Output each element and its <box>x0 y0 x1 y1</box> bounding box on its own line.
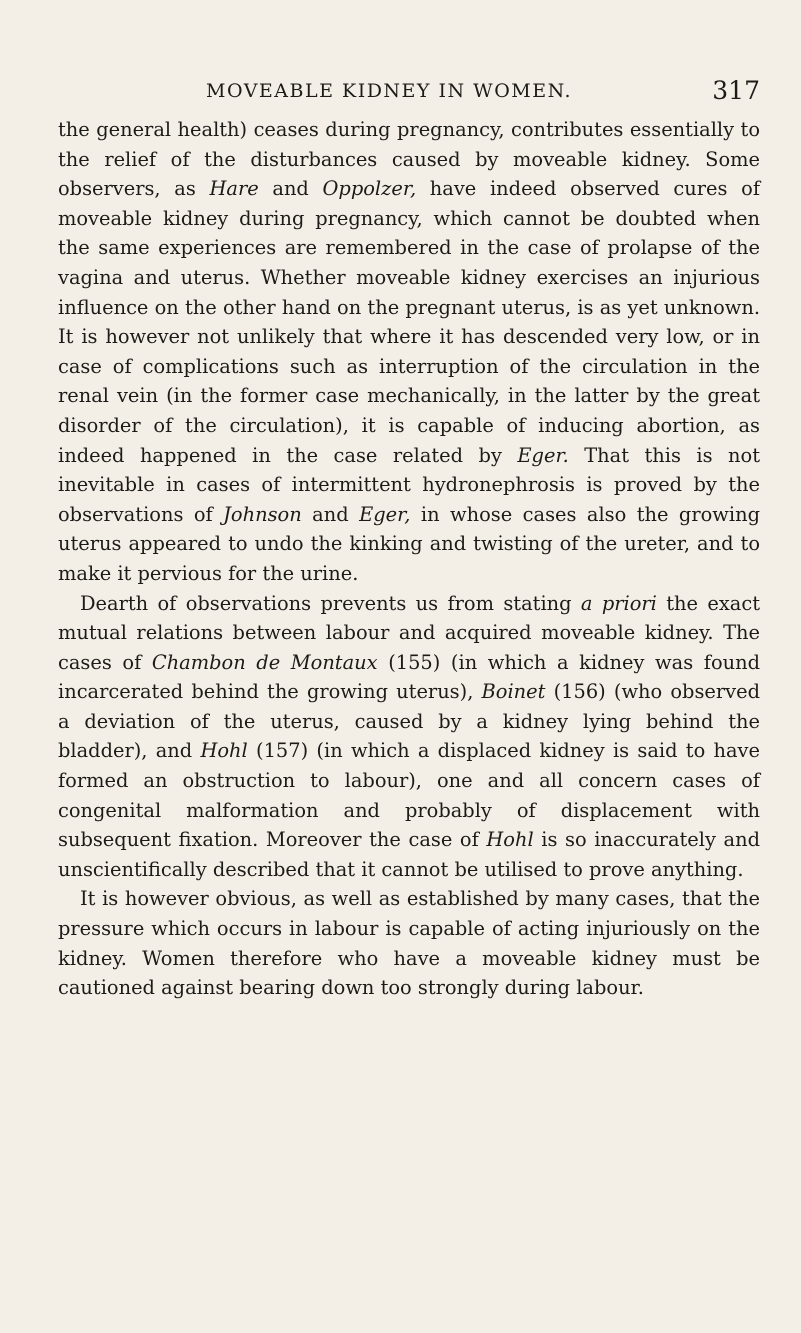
text-segment: That this is not inevitable in cases of intermittent hydronephrosis is proved by the observations of <box>58 443 760 526</box>
latin-phrase: a priori <box>580 591 657 615</box>
page-header <box>58 76 760 110</box>
paragraph-2 <box>58 589 760 885</box>
author-name: Eger, <box>359 502 411 526</box>
page-number: 317 <box>712 76 760 105</box>
text-segment: and <box>301 502 360 526</box>
text-segment: in whose cases also the growing uterus appeared to undo the kinking and twisting of the ureter, and to make it pervious for the urine. <box>58 502 760 585</box>
text-segment: (155) (in which a kidney was found incarcerated behind the growing uterus), <box>58 650 761 704</box>
text-segment: (157) (in which a displaced kidney is said to have formed an obstruction to labour), one and all concern cases of congenital malformation and probably of displacement with subsequent fixation. Moreover the case of <box>58 739 760 852</box>
author-name: Johnson <box>223 502 302 526</box>
text-segment: (156) (who observed a deviation of the uterus, caused by a kidney lying behind the bladder), and <box>58 680 760 763</box>
author-name: Chambon de Montaux <box>151 650 378 674</box>
author-name: Hohl <box>200 739 248 763</box>
body-text <box>58 115 760 1003</box>
text-segment: the general health) ceases during pregnancy, contributes essentially to the relief of the disturbances caused by moveable kidney. Some observers, as <box>58 118 760 201</box>
running-head: MOVEABLE KIDNEY IN WOMEN. <box>206 80 573 102</box>
text-segment: is so inaccurately and unscientifically described that it cannot be utilised to prove anything. <box>58 828 760 881</box>
text-segment: have indeed observed cures of moveable kidney during pregnancy, which cannot be doubted when the same experiences are remembered in the case of prolapse of the vagina and uterus. Whether moveable kidney exercises an injurious influence on the other hand on the pregnant uterus, is as yet unknown. It is however not unlikely that where it has descended very low, or in case of complications such as interruption of the circulation in the renal vein (in the former case mechanically, in the latter by the great disorder of the circulation), it is capable of inducing abortion, as indeed happened in the case related by <box>58 177 760 467</box>
text-segment: the exact mutual relations between labour and acquired moveable kidney. The cases of <box>58 591 761 674</box>
author-name: Hare <box>209 177 259 201</box>
author-name: Oppolzer, <box>322 177 417 201</box>
author-name: Boinet <box>481 680 546 704</box>
paragraph-1 <box>58 115 760 589</box>
author-name: Hohl <box>486 828 534 852</box>
paragraph-3 <box>58 884 760 1002</box>
text-segment: Dearth of observations prevents us from stating <box>80 591 581 615</box>
text-segment: and <box>258 177 323 201</box>
author-name: Eger. <box>517 443 569 467</box>
text-segment: It is however obvious, as well as established by many cases, that the pressure which occurs in labour is capable of acting injuriously on the kidney. Women therefore who have a moveable kidney must be cautioned against bearing down too strongly during labour. <box>58 887 760 1000</box>
